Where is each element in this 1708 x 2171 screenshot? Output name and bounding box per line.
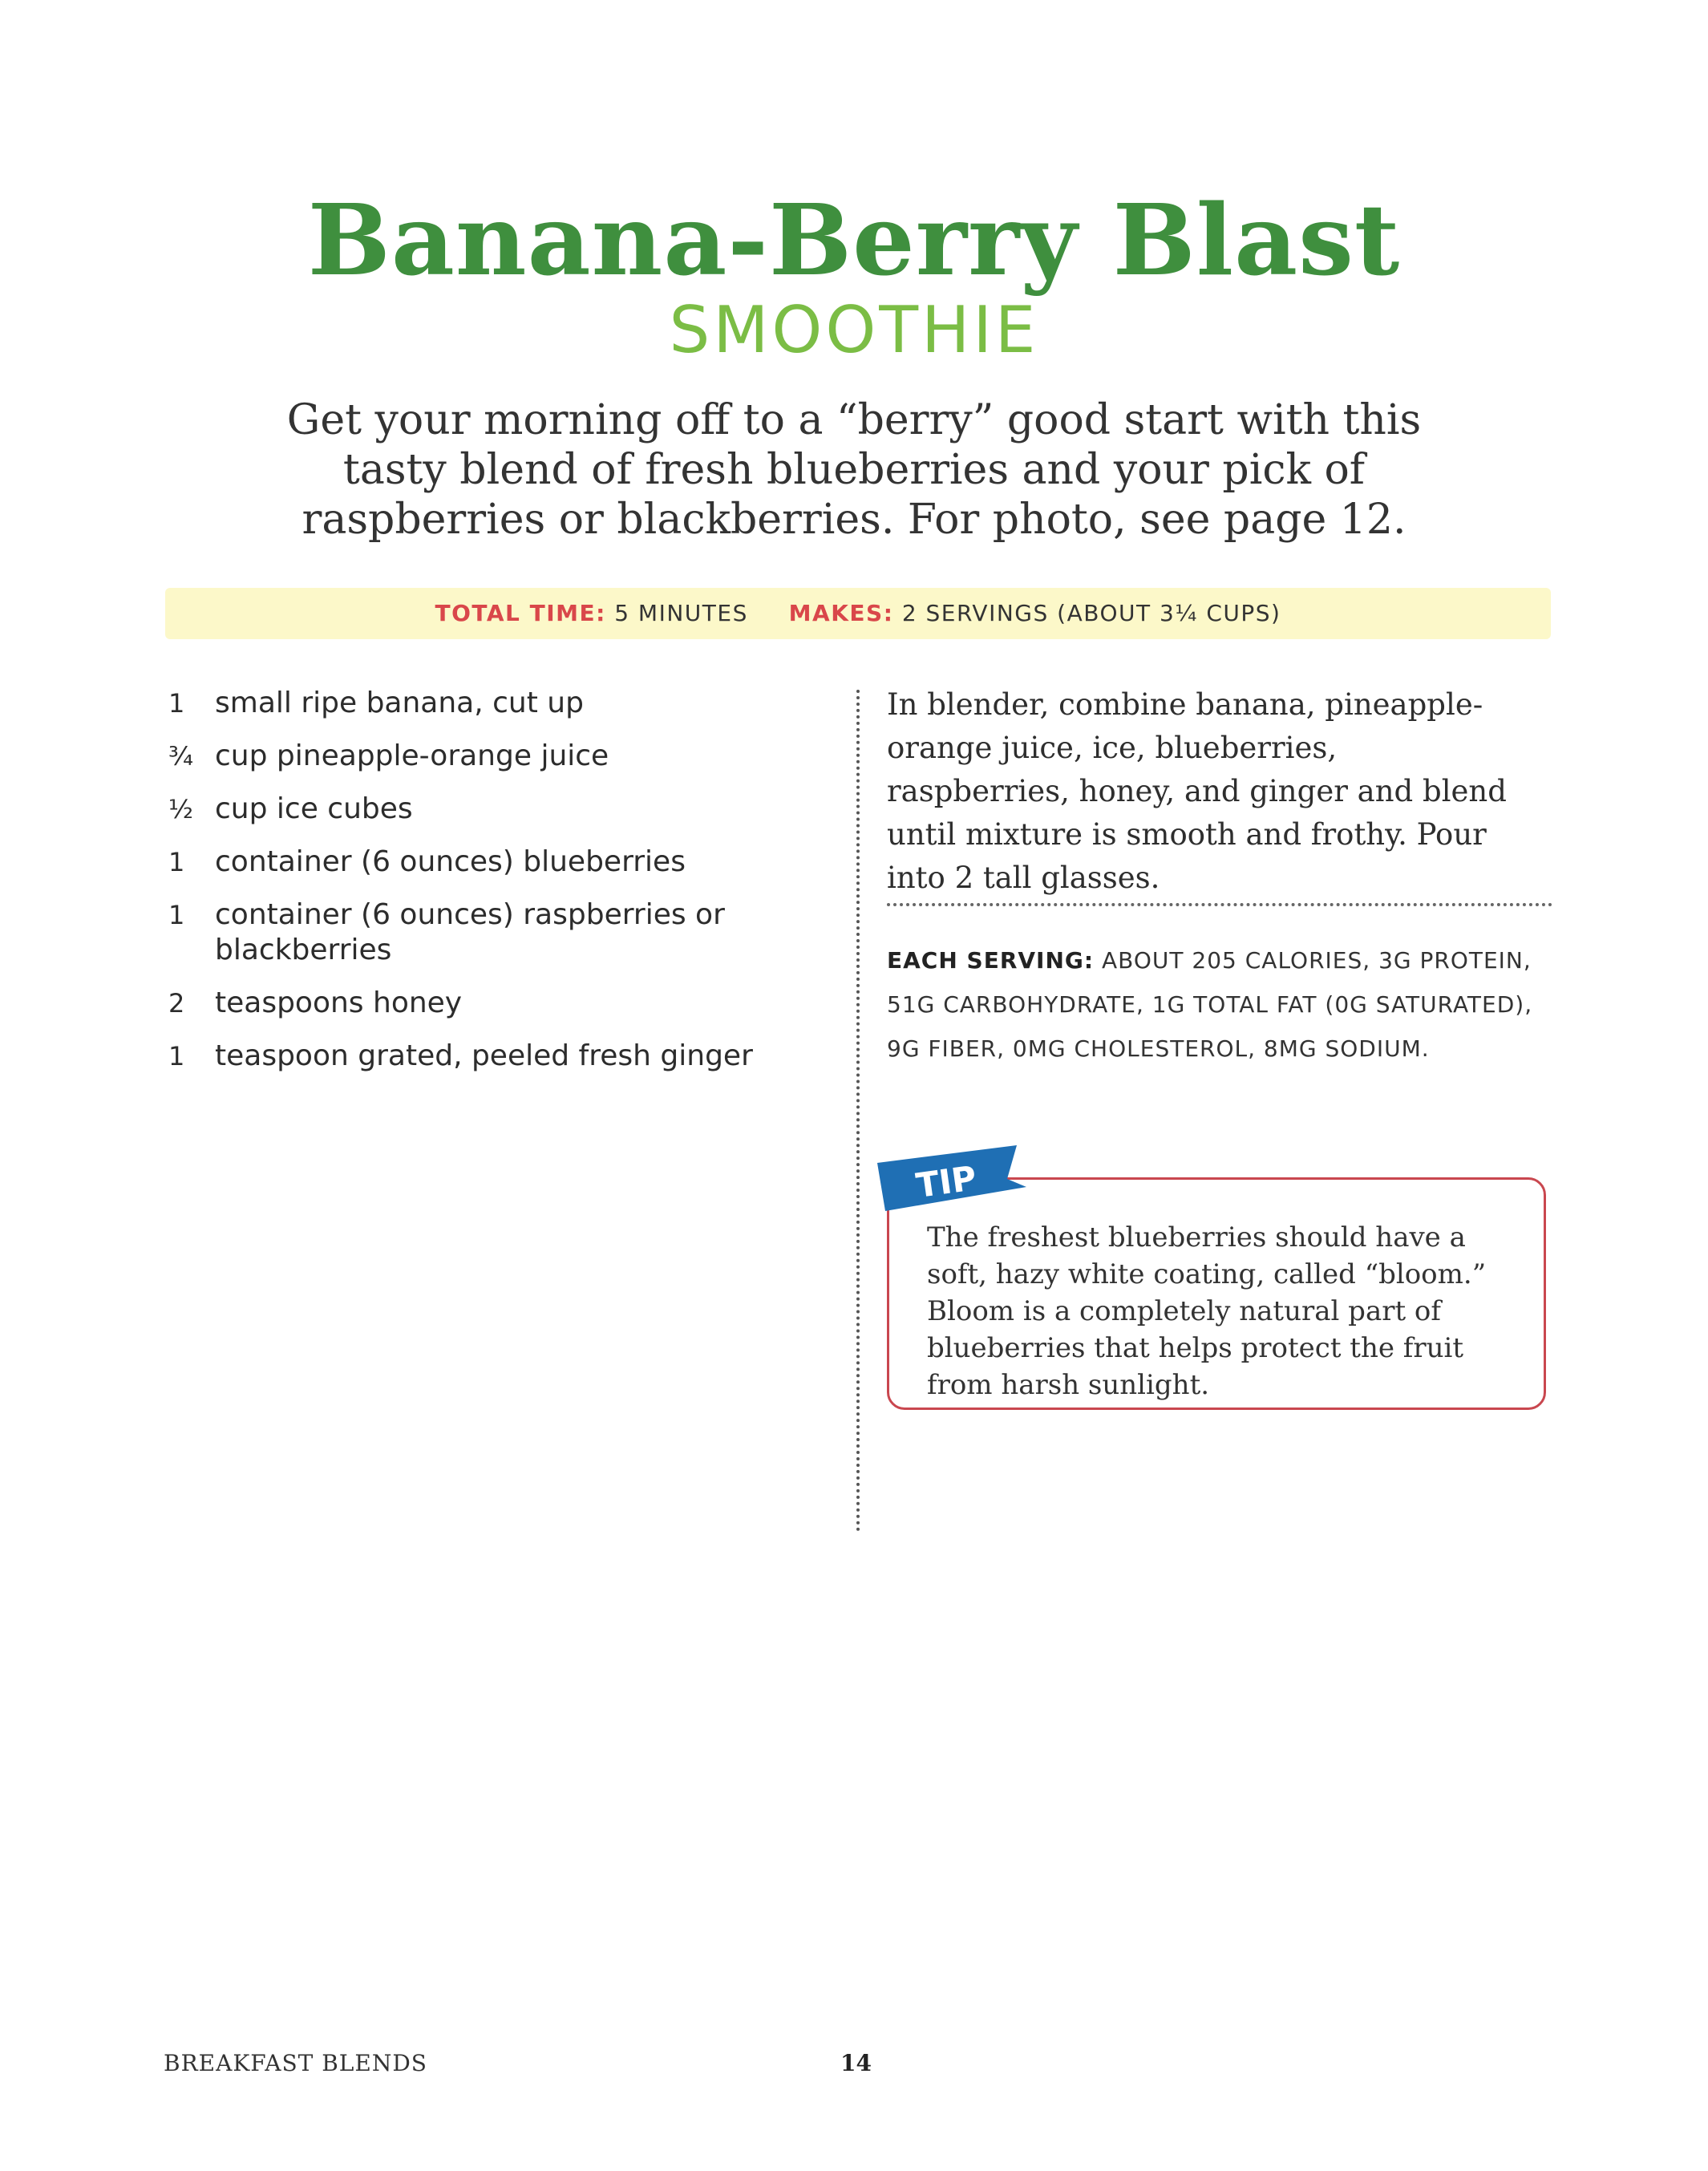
ingredient-item [168,1039,826,1074]
ingredient-text: container (6 ounces) blueberries [215,845,686,878]
recipe-intro: Get your morning off to a “berry” good start with this tasty blend of fresh blueberries and your pick of raspberries or blackberries. For photo, see page 12. [286,396,1422,544]
total-time-label: TOTAL TIME: [435,600,606,626]
makes-label: MAKES: [788,600,894,626]
ingredient-text: cup ice cubes [215,792,413,825]
page-number: 14 [840,2050,872,2076]
nutrition-text: ABOUT 205 CALORIES, 3G PROTEIN, 51G CARBOHYDRATE, 1G TOTAL FAT (0G SATURATED), 9G FIBER, 0MG CHOLESTEROL, 8MG SODIUM. [887,947,1533,1062]
ingredient-text: teaspoons honey [215,986,463,1019]
ingredient-item [168,739,826,774]
ingredient-qty: 1 [168,847,185,877]
tip-text: The freshest blueberries should have a soft, hazy white coating, called “bloom.” Bloom is a completely natural part of blueberries that helps protect the fruit from harsh sunlight. [927,1221,1487,1401]
ingredient-qty: 1 [168,900,185,930]
section-divider [887,903,1552,906]
ingredient-list [168,686,826,1092]
ingredient-item [168,845,826,880]
ingredient-qty: 2 [168,988,185,1019]
ingredient-text: cup pineapple-orange juice [215,739,609,772]
recipe-title: Banana-Berry Blast [307,182,1401,298]
ingredient-item [168,686,826,721]
tip-label: TIP [913,1158,979,1206]
nutrition-info [887,938,1552,1071]
directions-text: In blender, combine banana, pineapple-orange juice, ice, blueberries, raspberries, honey, and ginger and blend until mixture is smooth and frothy. Pour into 2 tall glasses. [887,687,1507,895]
ingredient-item [168,986,826,1021]
ingredient-qty: 1 [168,688,185,719]
section-name: BREAKFAST BLENDS [164,2050,427,2076]
info-bar [165,588,1551,639]
ingredient-item [168,792,826,827]
ingredient-text: container (6 ounces) raspberries or blackberries [215,898,725,966]
ingredient-text: teaspoon grated, peeled fresh ginger [215,1039,753,1072]
ingredient-qty: 1 [168,1041,185,1071]
ingredient-text: small ripe banana, cut up [215,687,584,719]
recipe-subtitle: SMOOTHIE [669,293,1039,367]
total-time-value: 5 MINUTES [614,600,748,626]
ingredient-qty: ½ [168,794,194,824]
nutrition-label: EACH SERVING: [887,947,1095,974]
ingredient-item [168,897,826,968]
makes-value: 2 SERVINGS (ABOUT 3¼ CUPS) [901,600,1281,626]
tip-banner [874,1139,1026,1213]
ingredient-qty: ¾ [168,741,194,772]
column-divider [856,690,860,1532]
